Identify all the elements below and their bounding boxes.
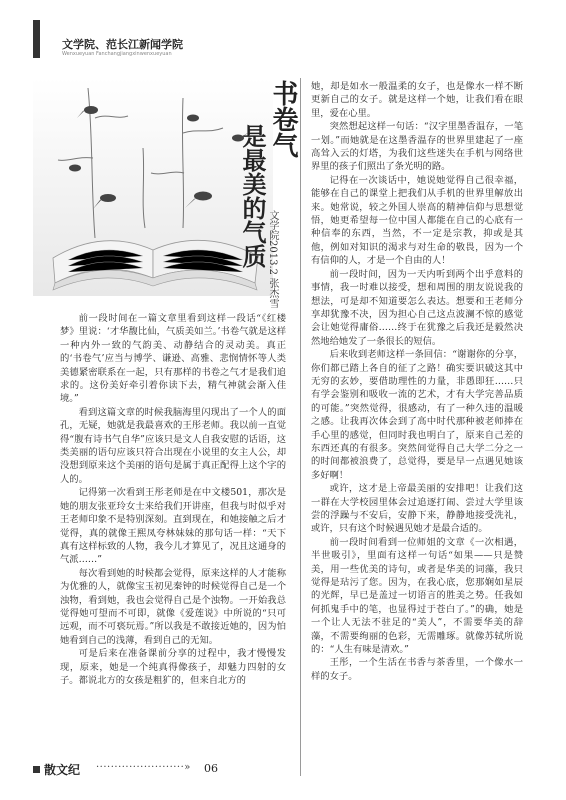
article-title-line1: 书卷气 (268, 80, 298, 158)
paragraph: 每次看到她的时候都会觉得，原来这样的人才能称为优雅的人，就像宝玉初见秦钟的时候觉得自己是一个浊物，看到她，我也会觉得自己是个浊物。一开始我总觉得她可望而不可即，就像《爱莲说》中所说的“只可远观，而不可亵玩焉。”所以我是不敢接近她的，因为怕她看到自己的浅薄，看到自己的无知。 (60, 567, 286, 646)
article-body-right (311, 80, 523, 683)
footer-section-label: 散文纪 (44, 763, 81, 777)
paragraph: 前一段时间看到一位师姐的文章《一次相遇，半世吸引》，里面有这样一句话“如果——只是赞美，用一些优美的诗句，或者是华美的词藻，我只觉得是玷污了您。因为，在我心底，您那娴如星辰的光辉，早已是盖过一切语言的胜美之势。任我如何抓鬼手中的笔，也显得过于苍白了。”的确，她是一个让人无法不驻足的“美人”，不需要华美的辞藻，不需要绚丽的色彩，无需雕琢。就像苏轼所说的：“人生有味是清欢。” (311, 536, 523, 656)
paragraph-continued: 她，却是如水一般温柔的女子，也是像水一样不断更新自己的女子。就是这样一个她，让我们看在眼里，爱在心里。 (311, 81, 523, 119)
paragraph: 或许，这才是上帝最美丽的安排吧！让我们这一群在大学校园里体会过追逐打闹、尝过大学里该尝的浮躁与不安后，安静下来，静静地接受洗礼，或许，只有这个时候遇见她才是最合适的。 (311, 483, 523, 535)
section-subtitle: Wenxueyuan Fanchangjiangxinwenxueyuan (62, 51, 172, 57)
section-title: 文学院、范长江新闻学院 (62, 38, 183, 51)
paragraph: 记得在一次谈话中，她说她觉得自己很幸福，能够在自己的课堂上把我们从手机的世界里解放出来。她常说，较之外国人崇高的精神信仰与思想觉悟，她更希望每一位中国人都能在自己的心底有一种信奉的东西，当然，不一定是宗教，抑或是其他，例如对知识的渴求与对生命的敬畏，因为一个有信仰的人，才是一个自由的人！ (311, 174, 523, 267)
paragraph: 可是后来在准备课前分享的过程中，我才慢慢发现，原来，她是一个纯真得像孩子，却魅力四射的女子。都说北方的女孩是粗犷的，但来自北方的 (60, 648, 286, 686)
article-byline: 文学院2013.2 张杰雪 (267, 210, 278, 309)
header-bar (33, 20, 40, 58)
column-divider (300, 78, 301, 776)
paragraph: 王彤，一个生活在书香与茶香里，一个像水一样的女子。 (311, 657, 523, 682)
book-illustration (33, 78, 273, 296)
article-body-left (60, 312, 286, 687)
paragraph: 前一段时间，因为一天内听到两个出乎意料的事情，我一时难以接受，想和周围的朋友说说我的想法，可是却不知道要怎么表达。想要和王老师分享却犹豫不决，因为担心自己这点波澜不惊的感觉会让她觉得庸俗……终于在犹豫之后我还是毅然决然地给她发了一条很长的短信。 (311, 268, 523, 347)
paragraph: 突然想起这样一句话：“汉字里墨香温存，一笔一划。”而她就是在这墨香温存的世界里建起了一座高耸入云的灯塔，为我们这些迷失在手机与网络世界里的孩子们照出了条光明的路。 (311, 121, 523, 173)
footer-square-icon (33, 766, 40, 773)
paragraph: 记得第一次看到王彤老师是在中文楼501，那次是她的朋友张亚玲女士来给我们开讲座，但我与时似乎对王老师印象不是特别深刻。直到现在，和她接触之后才觉得，真的就像王熙凤夸林妹妹的那句话一样：“天下真有这样标致的人物，我今儿才算见了，况且这通身的气派……” (60, 487, 286, 566)
paragraph: 看到这篇文章的时候我脑海里闪现出了一个人的面孔，无疑，她就是我最喜欢的王彤老师。我以前一直觉得“腹有诗书气自华”应该只是文人自我安慰的话语，这类美丽的语句应该只符合出现在小说里的女主人公，却没想到原来这个美丽的语句是属于真正配得上这个字的人的。 (60, 406, 286, 485)
paragraph: 前一段时间在一篇文章里看到这样一段话“《红楼梦》里说：‘才华馥比仙，气质美如兰。’书卷气就是这样一种内外一致的气韵美、动静结合的灵动美。真正的‘书卷气’应当与博学、谦逊、高雅、悲悯情怀等人类美德紧密联系在一起，只有那样的书卷之气才是我们追求的。这份美好牵引着你读下去，精气神就会渐入佳境。” (60, 313, 286, 405)
page-number: 06 (204, 762, 218, 775)
paragraph: 后来收到老师这样一条回信：“谢谢你的分享，你们都已踏上各自的征了之路！确实要识破这其中无穷的玄妙，要借助理性的力量，非愚即狂……只有学会鉴别和吸收一流的艺术，才有大学完善品质的可能。”突然觉得，很感动，有了一种久违的温暖之感。让我再次体会到了高中时代那种被老师捧在手心里的感觉，但同时我也明白了，原来自己差的东西还真的有很多。突然间觉得自己大学二分之一的时间都被浪费了，总觉得，要是早一点遇见她该多好啊！ (311, 349, 523, 481)
footer-dotted-leader: ························» (96, 762, 191, 773)
article-title-line2: 是最美的气质 (238, 124, 267, 268)
